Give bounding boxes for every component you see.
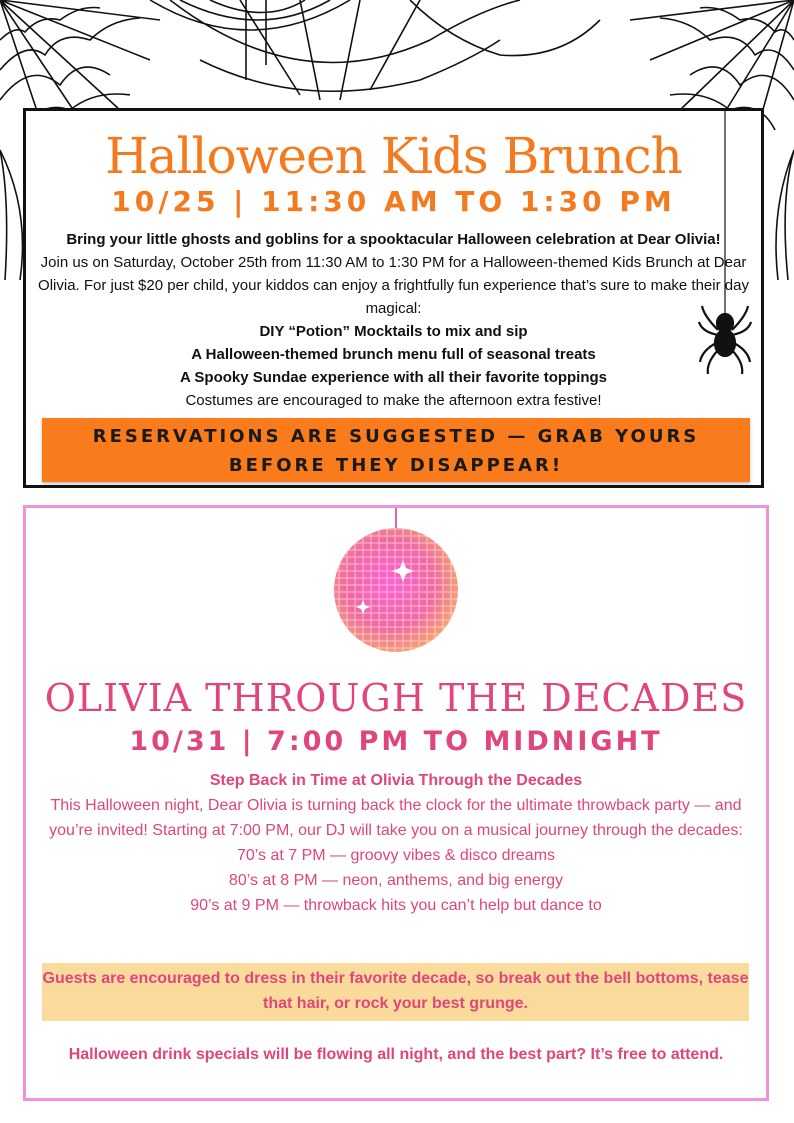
halloween-description <box>36 228 751 412</box>
schedule-80s: 80’s at 8 PM — neon, anthems, and big energy <box>228 872 564 889</box>
drink-specials-note: Halloween drink specials will be flowing all night, and the best part? It’s free to attend. <box>68 1046 724 1063</box>
halloween-details: Join us on Saturday, October 25th from 11:30 AM to 1:30 PM for a Halloween-themed Kids Brunch at Dear Olivia. For just $20 per child, your kiddos can enjoy a frightfully fun experience that’s sure to make their day magical: <box>38 254 749 317</box>
halloween-intro-line: Bring your little ghosts and goblins for a spooktacular Halloween celebration at Dear Olivia! <box>66 231 721 248</box>
decades-description <box>40 768 752 918</box>
schedule-70s: 70’s at 7 PM — groovy vibes & disco dreams <box>236 847 556 864</box>
halloween-feature-1: DIY “Potion” Mocktails to mix and sip <box>259 323 528 340</box>
halloween-card <box>23 108 764 488</box>
halloween-feature-2: A Halloween-themed brunch menu full of seasonal treats <box>191 346 596 363</box>
decades-date: 10/31 | 7:00 PM TO MIDNIGHT <box>129 726 663 757</box>
reservation-banner-line-1: RESERVATIONS ARE SUGGESTED — GRAB YOURS <box>92 426 700 447</box>
decades-intro: This Halloween night, Dear Olivia is turning back the clock for the ultimate throwback party — and you’re invited! Starting at 7:00 PM, our DJ will take you on a musical journey through the decades: <box>49 797 743 839</box>
decades-title: OLIVIA THROUGH THE DECADES <box>44 676 748 720</box>
disco-ball-icon <box>331 508 461 658</box>
halloween-date: 10/25 | 11:30 AM TO 1:30 PM <box>111 185 676 218</box>
decades-card <box>23 505 769 1101</box>
halloween-title: Halloween Kids Brunch <box>105 127 682 185</box>
schedule-90s: 90’s at 9 PM — throwback hits you can’t help but dance to <box>190 897 602 914</box>
decades-subtitle: Step Back in Time at Olivia Through the Decades <box>209 772 583 789</box>
dress-code-banner: Guests are encouraged to dress in their favorite decade, so break out the bell bottoms, tease that hair, or rock your best grunge. <box>42 963 749 1021</box>
halloween-feature-3: A Spooky Sundae experience with all their favorite toppings <box>179 369 608 386</box>
reservation-banner <box>42 418 750 482</box>
halloween-costume-line: Costumes are encouraged to make the afternoon extra festive! <box>185 392 602 409</box>
reservation-banner-line-2: BEFORE THEY DISAPPEAR! <box>228 455 564 476</box>
spider-icon <box>698 110 752 380</box>
